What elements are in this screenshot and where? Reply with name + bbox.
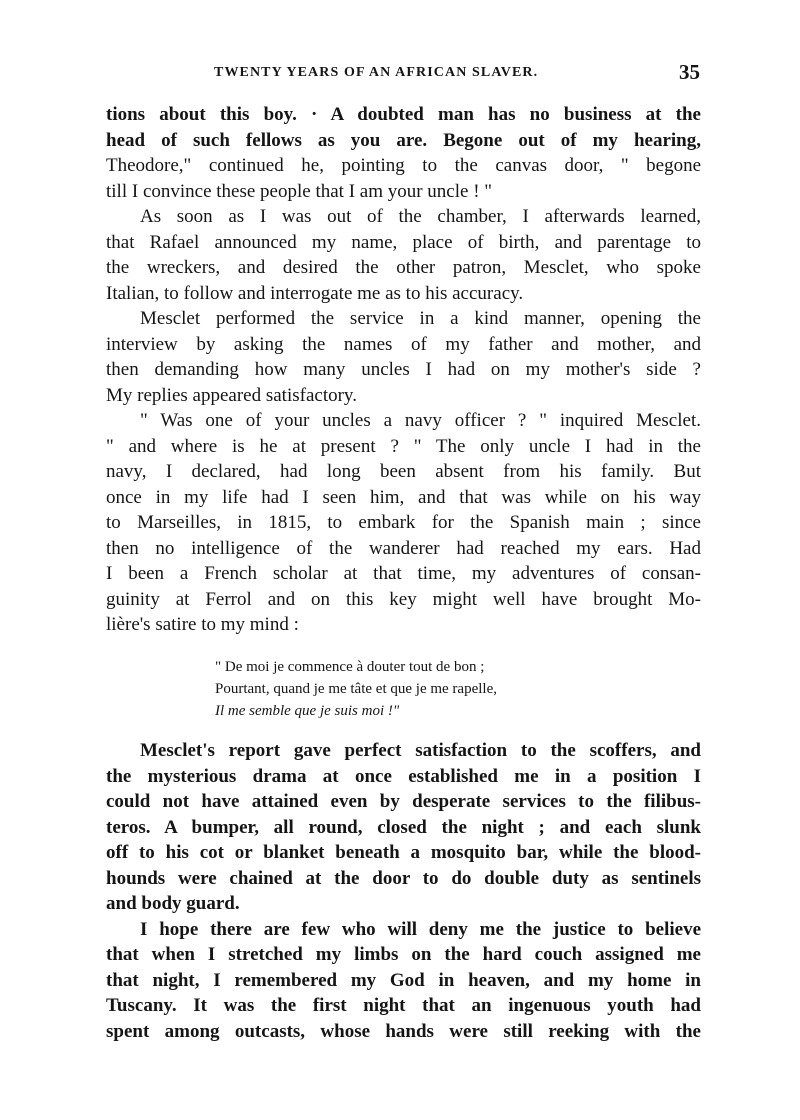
text-line: then no intelligence of the wanderer had reached my ears. Had xyxy=(106,537,701,559)
verse-quotation xyxy=(215,656,635,722)
text-line: that Rafael announced my name, place of birth, and parentage to xyxy=(106,231,701,253)
body-text-bottom xyxy=(106,738,701,1044)
text-line: guinity at Ferrol and on this key might well have brought Mo- xyxy=(106,588,701,610)
page-header xyxy=(106,62,700,86)
text-line: Italian, to follow and interrogate me as to his accuracy. xyxy=(106,282,524,304)
text-line: teros. A bumper, all round, closed the night ; and each slunk xyxy=(106,816,701,838)
text-line: the mysterious drama at once established me in a position I xyxy=(106,765,701,787)
text-line: I hope there are few who will deny me the justice to believe xyxy=(140,918,701,940)
text-line: spent among outcasts, whose hands were still reeking with the xyxy=(106,1020,701,1042)
text-line: Theodore," continued he, pointing to the canvas door, " begone xyxy=(106,155,701,176)
text-line: lière's satire to my mind : xyxy=(106,614,299,635)
text-line: could not have attained even by desperate services to the filibus- xyxy=(106,791,701,812)
text-line: As soon as I was out of the chamber, I afterwards learned, xyxy=(140,206,701,227)
text-line: I been a French scholar at that time, my adventures of consan- xyxy=(106,563,701,584)
text-line: that when I stretched my limbs on the hard couch assigned me xyxy=(106,944,701,965)
text-line: Tuscany. It was the first night that an ingenuous youth had xyxy=(106,995,701,1016)
text-line: head of such fellows as you are. Begone out of my hearing, xyxy=(106,129,701,151)
text-line: Mesclet's report gave perfect satisfaction to the scoffers, and xyxy=(140,740,701,761)
text-line: " Was one of your uncles a navy officer ? " inquired Mesclet. xyxy=(140,410,701,431)
text-line: and body guard. xyxy=(106,893,240,914)
quote-line: " De moi je commence à douter tout de bon ; xyxy=(215,659,485,675)
running-title: TWENTY YEARS OF AN AFRICAN SLAVER. xyxy=(214,65,539,80)
text-line: interview by asking the names of my father and mother, and xyxy=(106,333,701,355)
quote-line: Pourtant, quand je me tâte et que je me rapelle, xyxy=(215,681,497,697)
quote-line: Il me semble que je suis moi !" xyxy=(215,703,400,719)
page-number: 35 xyxy=(679,60,700,84)
text-line: Mesclet performed the service in a kind manner, opening the xyxy=(140,308,701,329)
text-line: the wreckers, and desired the other patron, Mesclet, who spoke xyxy=(106,257,701,278)
text-line: My replies appeared satisfactory. xyxy=(106,384,357,406)
text-line: " and where is he at present ? " The only uncle I had in the xyxy=(106,435,701,457)
text-line: once in my life had I seen him, and that was while on his way xyxy=(106,486,701,508)
text-line: tions about this boy. · A doubted man has no business at the xyxy=(106,104,701,125)
text-line: hounds were chained at the door to do double duty as sentinels xyxy=(106,867,701,889)
text-line: till I convince these people that I am your uncle ! " xyxy=(106,180,493,202)
text-line: to Marseilles, in 1815, to embark for the Spanish main ; since xyxy=(106,512,701,533)
text-line: that night, I remembered my God in heaven, and my home in xyxy=(106,969,701,991)
text-line: then demanding how many uncles I had on my mother's side ? xyxy=(106,359,701,380)
body-text-top xyxy=(106,102,701,638)
text-line: navy, I declared, had long been absent from his family. But xyxy=(106,461,701,482)
text-line: off to his cot or blanket beneath a mosquito bar, while the blood- xyxy=(106,842,701,863)
